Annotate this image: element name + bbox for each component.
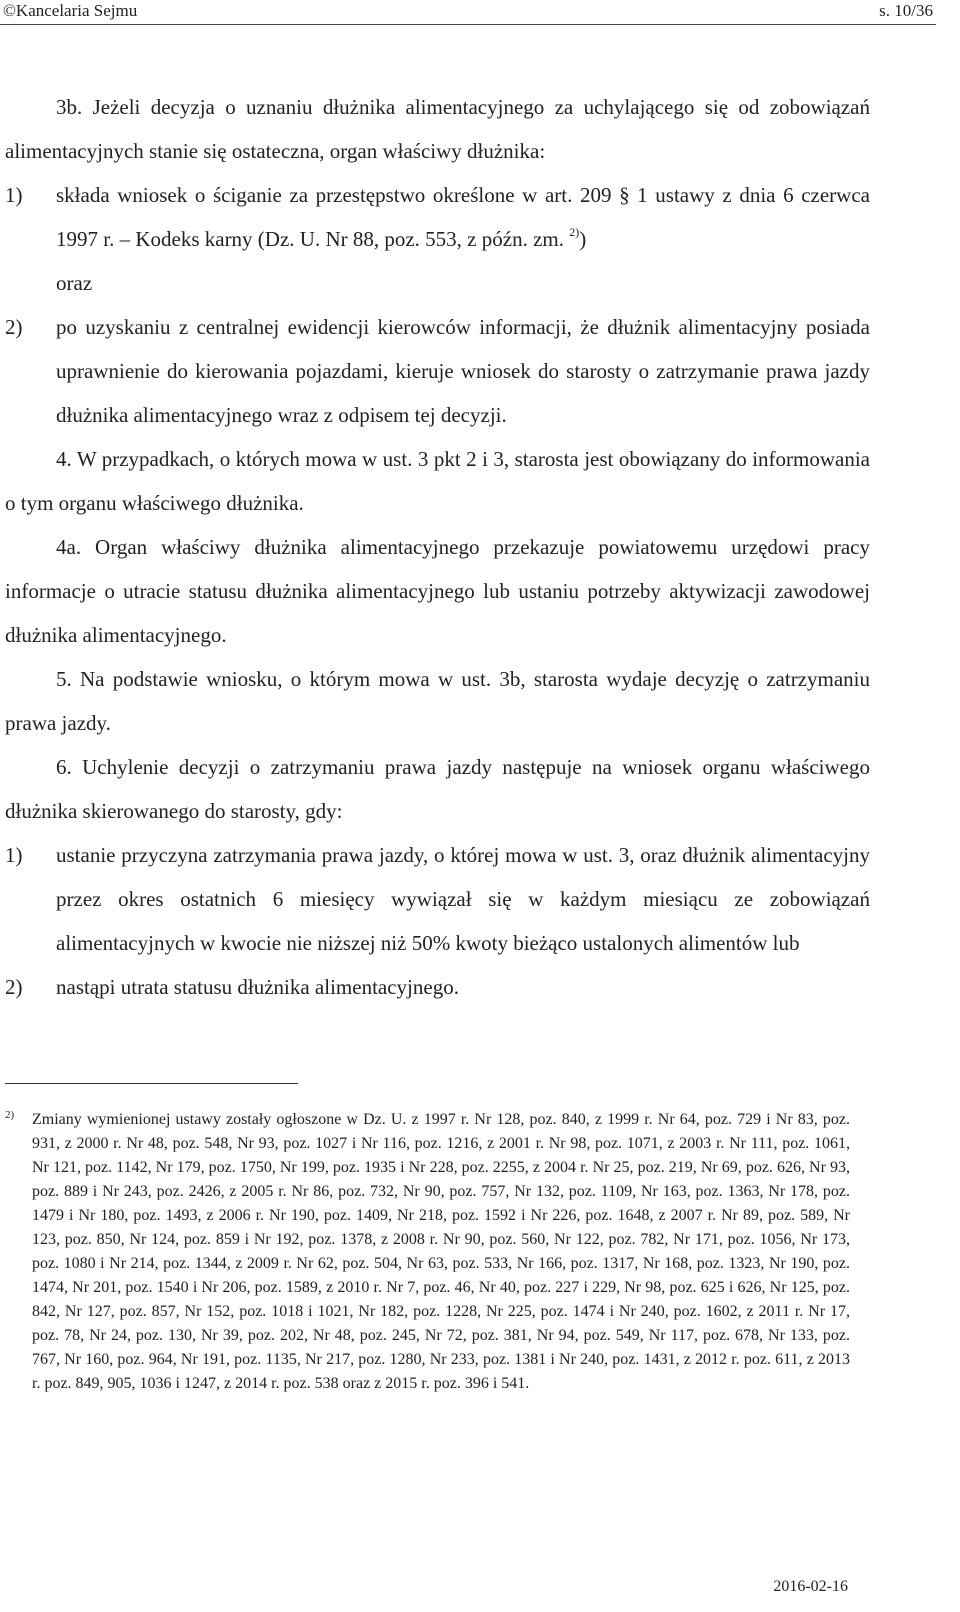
footnote [5,1108,850,1396]
document-body [5,85,870,1009]
paragraph-3b-intro: 3b. Jeżeli decyzja o uznaniu dłużnika alimentacyjnego za uchylającego się od zobowiązań alimentacyjnych stanie się ostateczna, organ właściwy dłużnika: [5,95,870,163]
page-number: s. 10/36 [879,1,933,20]
header-source: ©Kancelaria Sejmu [3,1,138,20]
paragraph-4: 4. W przypadkach, o których mowa w ust. 3 pkt 2 i 3, starosta jest obowiązany do informowania o tym organu właściwego dłużnika. [5,447,870,515]
item-text: składa wniosek o ściganie za przestępstwo określone w art. 209 § 1 ustawy z dnia 6 czerwca 1997 r. – Kodeks karny (Dz. U. Nr 88, poz. 553, z późn. zm. [56,183,870,251]
item-number: 1) [5,183,23,207]
item-closing-paren: ) [579,227,587,251]
footnote-reference: 2) [569,225,580,239]
item-text: nastąpi utrata statusu dłużnika alimentacyjnego. [56,975,459,999]
item-number: 2) [5,975,23,999]
paragraph-3b-item-2 [5,305,870,437]
item-number: 2) [5,315,23,339]
footnote-separator [5,1083,298,1084]
footnote-text: Zmiany wymienionej ustawy zostały ogłoszone w Dz. U. z 1997 r. Nr 128, poz. 840, z 1999 r. Nr 64, poz. 729 i Nr 83, poz. 931, z 2000 r. Nr 48, poz. 548, Nr 93, poz. 1027 i Nr 116, poz. 1216, z 2001 r. Nr 98, poz. 1071, z 2003 r. Nr 111, poz. 1061, Nr 121, poz. 1142, Nr 179, poz. 1750, Nr 199, poz. 1935 i Nr 228, poz. 2255, z 2004 r. Nr 25, poz. 219, Nr 69, poz. 626, Nr 93, poz. 889 i Nr 243, poz. 2426, z 2005 r. Nr 86, poz. 732, Nr 90, poz. 757, Nr 132, poz. 1109, Nr 163, poz. 1363, Nr 178, poz. 1479 i Nr 180, poz. 1493, z 2006 r. Nr 190, poz. 1409, Nr 218, poz. 1592 i Nr 226, poz. 1648, z 2007 r. Nr 89, poz. 589, Nr 123, poz. 850, Nr 124, poz. 859 i Nr 192, poz. 1378, z 2008 r. Nr 90, poz. 560, Nr 122, poz. 782, Nr 171, poz. 1056, Nr 173, poz. 1080 i Nr 214, poz. 1344, z 2009 r. Nr 62, poz. 504, Nr 63, poz. 533, Nr 166, poz. 1317, Nr 168, poz. 1323, Nr 190, poz. 1474, Nr 201, poz. 1540 i Nr 206, poz. 1589, z 2010 r. Nr 7, poz. 46, Nr 40, poz. 227 i 229, Nr 98, poz. 625 i 626, Nr 125, poz. 842, Nr 127, poz. 857, Nr 152, poz. 1018 i 1021, Nr 182, poz. 1228, Nr 225, poz. 1474 i Nr 240, poz. 1602, z 2011 r. Nr 17, poz. 78, Nr 24, poz. 130, Nr 39, poz. 202, Nr 48, poz. 245, Nr 72, poz. 381, Nr 94, poz. 549, Nr 117, poz. 678, Nr 133, poz. 767, Nr 160, poz. 964, Nr 191, poz. 1135, Nr 217, poz. 1280, Nr 233, poz. 1381 i Nr 240, poz. 1431, z 2012 r. poz. 611, z 2013 r. poz. 849, 905, 1036 i 1247, z 2014 r. poz. 538 oraz z 2015 r. poz. 396 i 541. [32,1111,850,1392]
page-header [0,0,960,24]
footnote-mark: 2) [5,1109,15,1121]
paragraph-6-item-1 [5,833,870,965]
paragraph-5: 5. Na podstawie wniosku, o którym mowa w ust. 3b, starosta wydaje decyzję o zatrzymaniu prawa jazdy. [5,667,870,735]
paragraph-4a: 4a. Organ właściwy dłużnika alimentacyjnego przekazuje powiatowemu urzędowi pracy informacje o utracie statusu dłużnika alimentacyjnego lub ustaniu potrzeby aktywizacji zawodowej dłużnika alimentacyjnego. [5,535,870,647]
item-number: 1) [5,843,23,867]
header-divider [0,24,936,25]
item-text: ustanie przyczyna zatrzymania prawa jazdy, o której mowa w ust. 3, oraz dłużnik alimentacyjny przez okres ostatnich 6 miesięcy wywiązał się w każdym miesiącu ze zobowiązań alimentacyjnych w kwocie nie niższej niż 50% kwoty bieżąco ustalonych alimentów lub [56,843,870,955]
paragraph-3b-item-1 [5,173,870,305]
paragraph-6-item-2 [5,965,870,1009]
footer-date: 2016-02-16 [773,1578,848,1595]
item-text: po uzyskaniu z centralnej ewidencji kierowców informacji, że dłużnik alimentacyjny posiada uprawnienie do kierowania pojazdami, kieruje wniosek do starosty o zatrzymanie prawa jazdy dłużnika alimentacyjnego wraz z odpisem tej decyzji. [56,315,870,427]
paragraph-6-intro: 6. Uchylenie decyzji o zatrzymaniu prawa jazdy następuje na wniosek organu właściwego dłużnika skierowanego do starosty, gdy: [5,755,870,823]
item-tail: oraz [56,271,93,295]
